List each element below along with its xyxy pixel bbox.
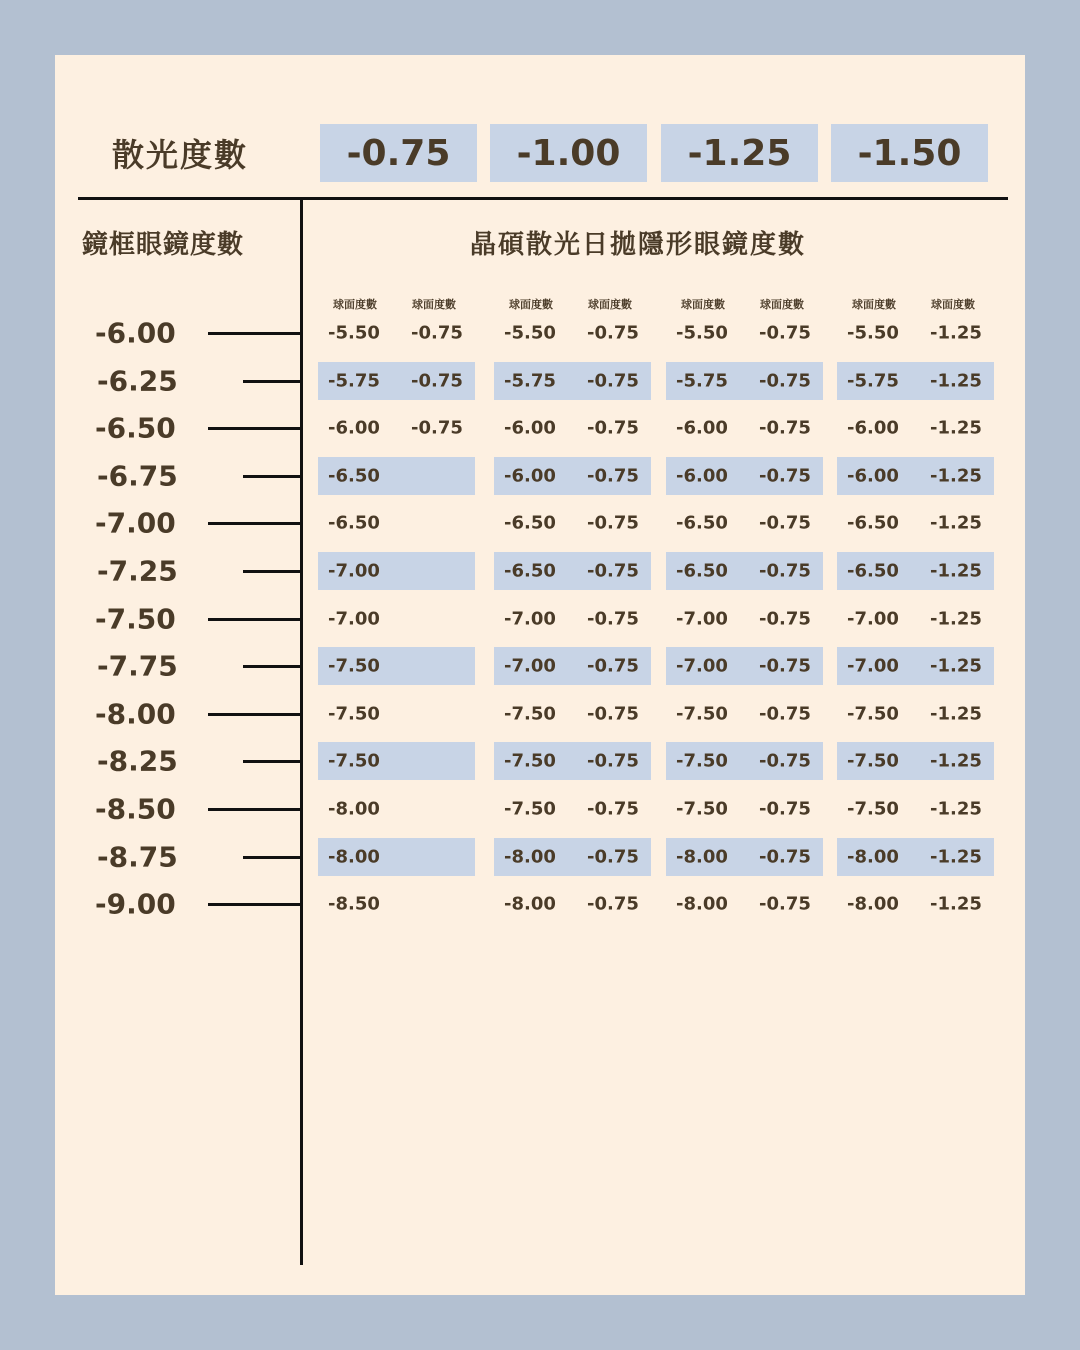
- sphere-subheader: 球面度數: [588, 298, 632, 311]
- sphere-value: -6.50: [328, 465, 380, 487]
- tick-mark: [243, 475, 301, 478]
- cylinder-value: -0.75: [587, 703, 639, 725]
- cylinder-value: -0.75: [759, 703, 811, 725]
- sphere-value: -5.75: [504, 370, 556, 392]
- cylinder-header-label: 散光度數: [112, 136, 249, 174]
- sphere-value: -5.50: [676, 322, 728, 344]
- cylinder-value: -0.75: [587, 560, 639, 582]
- sphere-value: -7.00: [328, 608, 380, 630]
- tick-mark: [243, 760, 301, 763]
- tick-mark: [208, 618, 301, 621]
- cylinder-value: -1.25: [930, 322, 982, 344]
- sphere-subheader: 球面度數: [760, 298, 804, 311]
- cylinder-value: -0.75: [587, 512, 639, 534]
- cylinder-header-3: -1.50: [831, 124, 988, 182]
- cylinder-value: -0.75: [587, 417, 639, 439]
- frame-power-label: -7.75: [97, 649, 178, 683]
- cylinder-value: -0.75: [587, 322, 639, 344]
- sphere-value: -6.00: [847, 417, 899, 439]
- cylinder-value: -1.25: [930, 608, 982, 630]
- sphere-value: -6.00: [676, 417, 728, 439]
- sphere-subheader: 球面度數: [509, 298, 553, 311]
- frame-power-label: -8.50: [95, 792, 176, 826]
- sphere-subheader: 球面度數: [931, 298, 975, 311]
- sphere-value: -7.00: [676, 655, 728, 677]
- sphere-value: -5.50: [328, 322, 380, 344]
- sphere-value: -7.00: [847, 608, 899, 630]
- cylinder-value: -0.75: [759, 322, 811, 344]
- sphere-value: -8.00: [847, 846, 899, 868]
- frame-power-label: -7.00: [95, 506, 176, 540]
- cylinder-value: -0.75: [411, 417, 463, 439]
- sphere-value: -6.50: [847, 560, 899, 582]
- sphere-subheader: 球面度數: [681, 298, 725, 311]
- frame-power-label: -7.25: [97, 554, 178, 588]
- frame-power-label: -7.50: [95, 602, 176, 636]
- sphere-value: -6.00: [847, 465, 899, 487]
- cylinder-value: -0.75: [759, 465, 811, 487]
- sphere-value: -7.50: [504, 750, 556, 772]
- sphere-value: -7.50: [847, 750, 899, 772]
- cylinder-header-0: -0.75: [320, 124, 477, 182]
- sphere-value: -8.00: [504, 893, 556, 915]
- cylinder-value: -1.25: [930, 703, 982, 725]
- tick-mark: [208, 903, 301, 906]
- frame-power-label: -6.75: [97, 459, 178, 493]
- sphere-value: -5.75: [328, 370, 380, 392]
- frame-power-label: -8.00: [95, 697, 176, 731]
- cylinder-value: -0.75: [759, 846, 811, 868]
- cylinder-value: -0.75: [587, 750, 639, 772]
- cylinder-value: -1.25: [930, 417, 982, 439]
- frame-power-label: -6.00: [95, 316, 176, 350]
- tick-mark: [243, 380, 301, 383]
- cylinder-value: -0.75: [587, 846, 639, 868]
- sphere-value: -7.50: [504, 798, 556, 820]
- cylinder-value: -0.75: [587, 465, 639, 487]
- sphere-value: -5.75: [847, 370, 899, 392]
- frame-power-label: -8.75: [97, 840, 178, 874]
- cylinder-value: -1.25: [930, 846, 982, 868]
- sphere-subheader: 球面度數: [333, 298, 377, 311]
- sphere-value: -7.50: [676, 750, 728, 772]
- sphere-value: -6.50: [676, 512, 728, 534]
- sphere-value: -7.00: [676, 608, 728, 630]
- cylinder-value: -0.75: [587, 655, 639, 677]
- cylinder-value: -0.75: [759, 560, 811, 582]
- tick-mark: [243, 856, 301, 859]
- cylinder-value: -0.75: [587, 798, 639, 820]
- sphere-subheader: 球面度數: [412, 298, 456, 311]
- horizontal-divider: [78, 197, 1008, 200]
- cylinder-value: -0.75: [587, 370, 639, 392]
- cylinder-value: -0.75: [411, 322, 463, 344]
- sphere-value: -6.00: [676, 465, 728, 487]
- sphere-value: -8.00: [676, 893, 728, 915]
- cylinder-value: -0.75: [759, 417, 811, 439]
- sphere-value: -7.50: [504, 703, 556, 725]
- cylinder-value: -1.25: [930, 370, 982, 392]
- cylinder-value: -1.25: [930, 750, 982, 772]
- cylinder-value: -1.25: [930, 512, 982, 534]
- sphere-value: -8.00: [328, 798, 380, 820]
- sphere-value: -7.50: [847, 703, 899, 725]
- sphere-value: -6.00: [504, 465, 556, 487]
- tick-mark: [208, 808, 301, 811]
- sphere-value: -6.50: [676, 560, 728, 582]
- frame-power-label: -8.25: [97, 744, 178, 778]
- contact-power-title: 晶碩散光日拋隱形眼鏡度數: [470, 230, 807, 260]
- sphere-value: -8.00: [328, 846, 380, 868]
- sphere-value: -7.50: [847, 798, 899, 820]
- tick-mark: [208, 427, 301, 430]
- tick-mark: [243, 570, 301, 573]
- sphere-value: -7.00: [847, 655, 899, 677]
- sphere-value: -8.00: [676, 846, 728, 868]
- cylinder-value: -0.75: [759, 512, 811, 534]
- cylinder-value: -0.75: [759, 893, 811, 915]
- sphere-value: -7.00: [504, 608, 556, 630]
- cylinder-value: -0.75: [759, 798, 811, 820]
- cylinder-value: -0.75: [759, 608, 811, 630]
- sphere-value: -8.50: [328, 893, 380, 915]
- sphere-value: -8.00: [504, 846, 556, 868]
- sphere-value: -5.50: [504, 322, 556, 344]
- frame-power-label: -6.50: [95, 411, 176, 445]
- sphere-value: -6.50: [847, 512, 899, 534]
- sphere-value: -8.00: [847, 893, 899, 915]
- cylinder-value: -0.75: [759, 750, 811, 772]
- cylinder-value: -0.75: [587, 608, 639, 630]
- cylinder-value: -0.75: [759, 370, 811, 392]
- cylinder-value: -1.25: [930, 655, 982, 677]
- sphere-value: -7.00: [504, 655, 556, 677]
- sphere-value: -6.00: [328, 417, 380, 439]
- cylinder-value: -1.25: [930, 893, 982, 915]
- vertical-divider: [300, 199, 303, 1265]
- tick-mark: [243, 665, 301, 668]
- sphere-value: -5.75: [676, 370, 728, 392]
- sphere-value: -6.00: [504, 417, 556, 439]
- cylinder-value: -1.25: [930, 560, 982, 582]
- sphere-value: -6.50: [504, 560, 556, 582]
- cylinder-value: -1.25: [930, 465, 982, 487]
- sphere-value: -6.50: [328, 512, 380, 534]
- sphere-value: -7.00: [328, 560, 380, 582]
- sphere-value: -7.50: [676, 703, 728, 725]
- tick-mark: [208, 522, 301, 525]
- sphere-value: -7.50: [676, 798, 728, 820]
- cylinder-value: -1.25: [930, 798, 982, 820]
- sphere-value: -7.50: [328, 655, 380, 677]
- tick-mark: [208, 713, 301, 716]
- frame-power-label: -6.25: [97, 364, 178, 398]
- sphere-value: -7.50: [328, 703, 380, 725]
- sphere-value: -6.50: [504, 512, 556, 534]
- cylinder-header-2: -1.25: [661, 124, 818, 182]
- tick-mark: [208, 332, 301, 335]
- sphere-subheader: 球面度數: [852, 298, 896, 311]
- cylinder-value: -0.75: [587, 893, 639, 915]
- sphere-value: -5.50: [847, 322, 899, 344]
- cylinder-header-1: -1.00: [490, 124, 647, 182]
- sphere-value: -7.50: [328, 750, 380, 772]
- cylinder-value: -0.75: [759, 655, 811, 677]
- frame-power-title: 鏡框眼鏡度數: [82, 230, 245, 260]
- frame-power-label: -9.00: [95, 887, 176, 921]
- cylinder-value: -0.75: [411, 370, 463, 392]
